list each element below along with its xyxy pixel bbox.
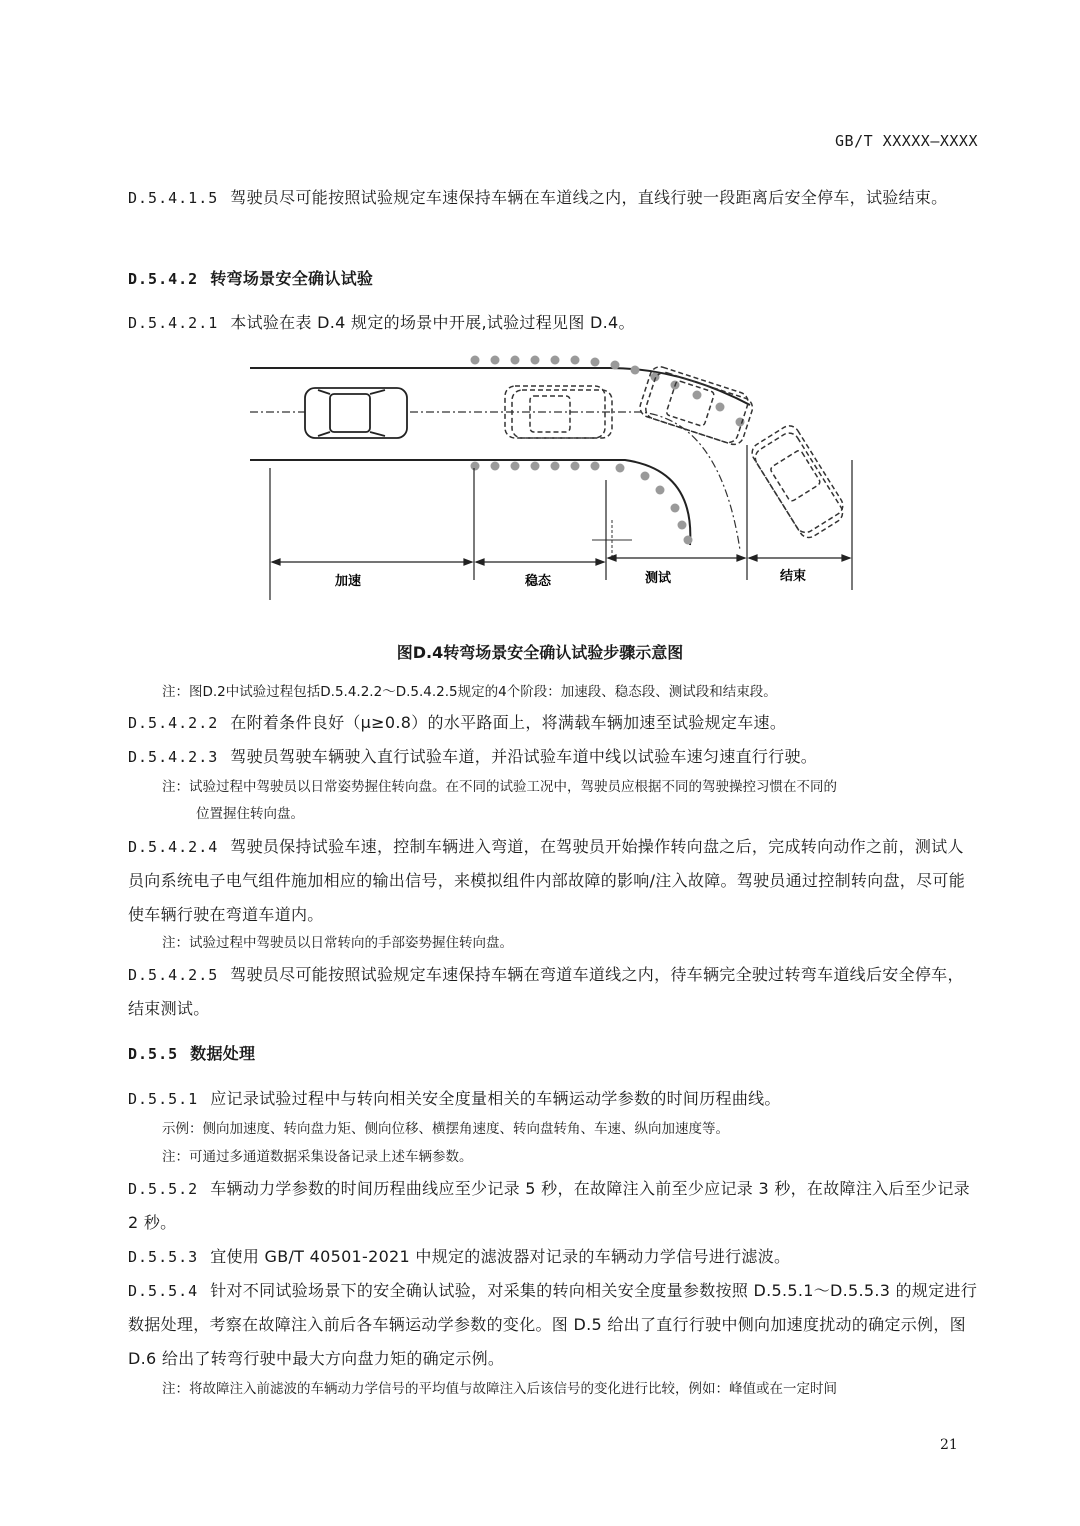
clause-number: D.5.4.2.2 (128, 714, 219, 732)
paragraph-d5425 (128, 958, 978, 1026)
curve-centre-mark (592, 520, 632, 560)
vehicle-solid (305, 388, 407, 438)
clause-number: D.5.5.2 (128, 1180, 199, 1198)
section-number: D.5.5 (128, 1045, 179, 1063)
clause-text: 在附着条件良好（μ≥0.8）的水平路面上，将满载车辆加速至试验规定车速。 (230, 713, 787, 732)
clause-text: 宜使用 GB/T 40501-2021 中规定的滤波器对记录的车辆动力学信号进行滤波。 (210, 1247, 791, 1266)
clause-number: D.5.4.2.4 (128, 838, 219, 856)
note-hand-position: 注：试验过程中驾驶员以日常转向的手部姿势握住转向盘。 (162, 935, 513, 951)
clause-number: D.5.4.2.5 (128, 966, 219, 984)
section-number: D.5.4.2 (128, 270, 199, 288)
paragraph-d5423 (128, 740, 978, 774)
note-data-acquisition: 注：可通过多通道数据采集设备记录上述车辆参数。 (162, 1149, 473, 1165)
note-steering-grip: 注：试验过程中驾驶员以日常姿势握住转向盘。在不同的试验工况中，驾驶员应根据不同的驾驶操控习惯在不同的 (162, 779, 837, 795)
clause-text: 驾驶员尽可能按照试验规定车速保持车辆在弯道车道线之内，待车辆完全驶过转弯车道线后安全停车，结束测试。 (128, 965, 964, 1018)
paragraph-d551 (128, 1082, 978, 1116)
section-heading-d55 (128, 1037, 978, 1071)
example-parameters: 示例：侧向加速度、转向盘力矩、侧向位移、横摆角速度、转向盘转角、车速、纵向加速度等。 (162, 1121, 729, 1137)
road-edge-lower (250, 460, 690, 545)
paragraph-d554 (128, 1274, 978, 1376)
paragraph-d553 (128, 1240, 978, 1274)
clause-number: D.5.5.1 (128, 1090, 199, 1108)
section-title: 转弯场景安全确认试验 (210, 269, 374, 288)
segment-label-end: 结束 (780, 569, 807, 584)
clause-number: D.5.4.1.5 (128, 189, 219, 207)
clause-number: D.5.4.2.1 (128, 314, 219, 332)
vehicle-dashed-exit (748, 422, 849, 541)
clause-text: 应记录试验过程中与转向相关安全度量相关的车辆运动学参数的时间历程曲线。 (210, 1089, 781, 1108)
cones-upper (471, 356, 745, 427)
section-heading-d542 (128, 262, 978, 296)
section-title: 数据处理 (190, 1044, 256, 1063)
paragraph-d5424 (128, 830, 978, 932)
clause-text: 针对不同试验场景下的安全确认试验，对采集的转向相关安全度量参数按照 D.5.5.1～D.5.5.3 的规定进行数据处理，考察在故障注入前后各车辆运动学参数的变化。图 D.5 给出了直行行驶中侧向加速度扰动的确定示例，图 D.6 给出了转弯行驶中最大方向盘力矩的确定示例。 (128, 1281, 978, 1368)
figure-caption: 图D.4转弯场景安全确认试验步骤示意图 (396, 643, 684, 662)
note-comparison: 注：将故障注入前滤波的车辆动力学信号的平均值与故障注入后该信号的变化进行比较，例如：峰值或在一定时间 (162, 1381, 837, 1397)
clause-text: 驾驶员保持试验车速，控制车辆进入弯道，在驾驶员开始操作转向盘之后，完成转向动作之前，测试人员向系统电子电气组件施加相应的输出信号，来模拟组件内部故障的影响/注入故障。驾驶员通过控制转向盘，尽可能使车辆行驶在弯道车道内。 (128, 837, 965, 924)
segment-label-steady: 稳态 (525, 574, 552, 589)
clause-text: 车辆动力学参数的时间历程曲线应至少记录 5 秒，在故障注入前至少应记录 3 秒，在故障注入后至少记录 2 秒。 (128, 1179, 970, 1232)
note-figure: 注：图D.2中试验过程包括D.5.4.2.2～D.5.4.2.5规定的4个阶段：加速段、稳态段、测试段和结束段。 (162, 684, 777, 700)
clause-text: 驾驶员驾驶车辆驶入直行试验车道，并沿试验车道中线以试验车速匀速直行行驶。 (230, 747, 818, 766)
clause-number: D.5.4.2.3 (128, 748, 219, 766)
page-number: 21 (940, 1437, 958, 1453)
clause-text: 驾驶员尽可能按照试验规定车速保持车辆在车道线之内，直线行驶一段距离后安全停车，试验结束。 (230, 188, 948, 207)
clause-number: D.5.5.3 (128, 1248, 199, 1266)
segment-arrows (272, 555, 850, 565)
document-id-header: GB/T XXXXX—XXXX (835, 132, 978, 150)
paragraph-d552 (128, 1172, 978, 1240)
clause-text: 本试验在表 D.4 规定的场景中开展,试验过程见图 D.4。 (230, 313, 635, 332)
cones-lower (471, 462, 693, 545)
segment-label-accel: 加速 (335, 574, 362, 589)
segment-label-test: 测试 (645, 571, 672, 586)
paragraph-d5421 (128, 306, 978, 340)
paragraph-d5422 (128, 706, 978, 740)
clause-number: D.5.5.4 (128, 1282, 199, 1300)
turning-test-diagram (250, 350, 860, 602)
paragraph-d5415 (128, 181, 978, 215)
note-steering-grip-cont: 位置握住转向盘。 (196, 806, 304, 822)
